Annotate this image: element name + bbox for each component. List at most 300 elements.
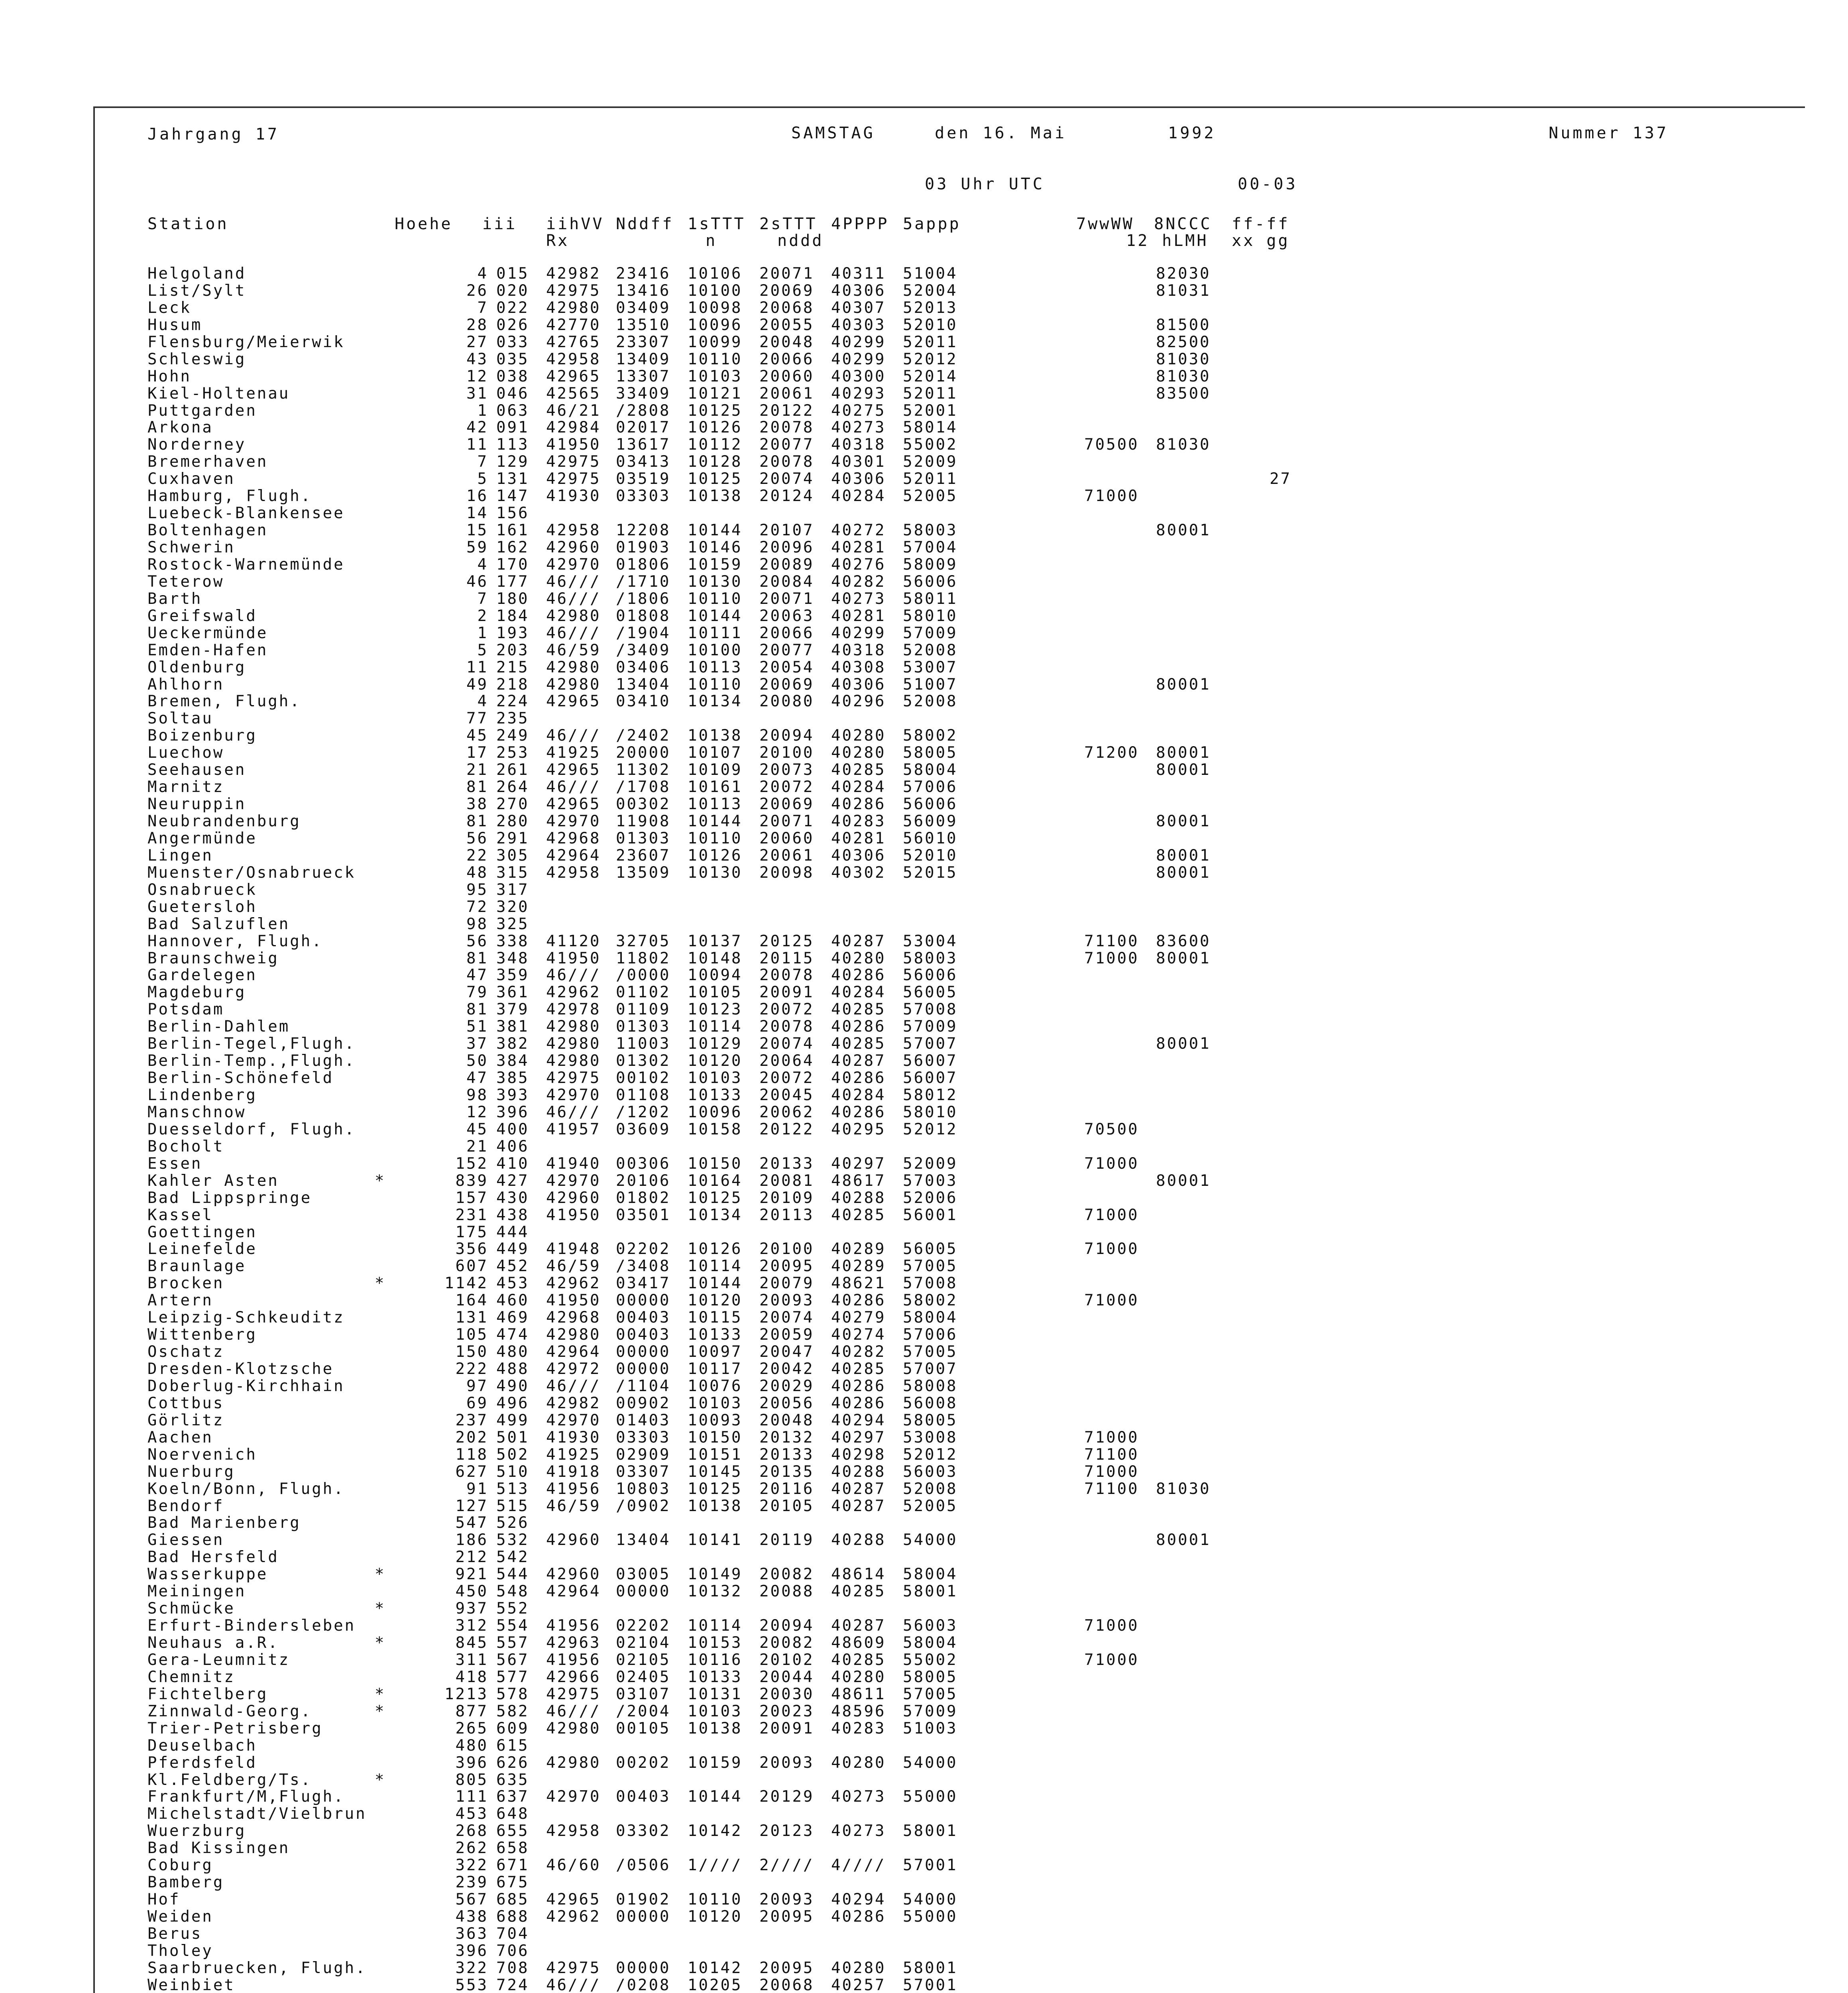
station-id: 704 xyxy=(496,1924,529,1943)
group-nddff: 00403 xyxy=(616,1309,671,1327)
group-iihvv: 46/21 xyxy=(546,401,601,420)
station-id: 129 xyxy=(496,453,529,471)
mountain-marker: * xyxy=(375,1771,386,1789)
group-1sttt: 10110 xyxy=(688,590,743,608)
group-4pppp: 40280 xyxy=(831,949,886,967)
group-5appp: 56009 xyxy=(903,812,958,830)
group-nddff: 02017 xyxy=(616,419,671,437)
group-nddff: 01303 xyxy=(616,829,671,847)
group-nddff: 11908 xyxy=(616,812,671,830)
station-id: 688 xyxy=(496,1908,529,1926)
group-5appp: 52001 xyxy=(903,401,958,420)
station-name: Chemnitz xyxy=(147,1668,235,1686)
station-height: 627 xyxy=(455,1462,488,1481)
group-nddff: 02909 xyxy=(616,1445,671,1464)
group-1sttt: 10096 xyxy=(688,1103,743,1121)
station-height: 1142 xyxy=(444,1274,488,1293)
group-iihvv: 42978 xyxy=(546,1000,601,1019)
station-height: 46 xyxy=(466,572,488,591)
group-8nccc: 81500 xyxy=(1156,316,1211,334)
station-height: 37 xyxy=(466,1035,488,1053)
group-2sttt: 20105 xyxy=(759,1497,814,1515)
station-name: Teterow xyxy=(147,572,224,591)
group-nddff: 01902 xyxy=(616,1891,671,1909)
group-iihvv: 42963 xyxy=(546,1634,601,1652)
station-id: 452 xyxy=(496,1257,529,1276)
group-1sttt: 10159 xyxy=(688,555,743,574)
station-id: 557 xyxy=(496,1634,529,1652)
group-2sttt: 20060 xyxy=(759,829,814,847)
group-nddff: 03417 xyxy=(616,1274,671,1293)
group-iihvv: 42565 xyxy=(546,384,601,403)
group-5appp: 57005 xyxy=(903,1257,958,1276)
station-id: 449 xyxy=(496,1240,529,1258)
group-4pppp: 40281 xyxy=(831,829,886,847)
station-name: Trier-Petrisberg xyxy=(147,1719,323,1737)
group-2sttt: 20091 xyxy=(759,983,814,1002)
group-iihvv: 42975 xyxy=(546,1685,601,1703)
station-height: 98 xyxy=(466,1086,488,1104)
group-iihvv: 42980 xyxy=(546,1326,601,1344)
station-height: 268 xyxy=(455,1822,488,1840)
group-5appp: 55000 xyxy=(903,1908,958,1926)
station-name: List/Sylt xyxy=(147,281,246,300)
group-iihvv: 42970 xyxy=(546,1788,601,1806)
group-iihvv: 42970 xyxy=(546,1086,601,1104)
group-5appp: 57009 xyxy=(903,1018,958,1036)
group-iihvv: 42958 xyxy=(546,1822,601,1840)
station-name: Brocken xyxy=(147,1274,224,1293)
group-nddff: 13617 xyxy=(616,436,671,454)
station-id: 385 xyxy=(496,1069,529,1087)
group-5appp: 57008 xyxy=(903,1000,958,1019)
group-5appp: 52014 xyxy=(903,367,958,385)
group-1sttt: 10133 xyxy=(688,1086,743,1104)
group-nddff: 00306 xyxy=(616,1154,671,1173)
station-height: 45 xyxy=(466,727,488,745)
station-height: 79 xyxy=(466,983,488,1002)
group-2sttt: 20061 xyxy=(759,846,814,865)
station-height: 222 xyxy=(455,1360,488,1378)
station-name: Rostock-Warnemünde xyxy=(147,555,345,574)
group-nddff: 00302 xyxy=(616,795,671,814)
group-4pppp: 40294 xyxy=(831,1411,886,1429)
group-iihvv: 42960 xyxy=(546,1189,601,1207)
station-height: 4 xyxy=(477,555,488,574)
group-2sttt: 20056 xyxy=(759,1394,814,1412)
group-8nccc: 81030 xyxy=(1156,350,1211,368)
group-iihvv: 42958 xyxy=(546,350,601,368)
group-7wwww: 71100 xyxy=(1084,1480,1139,1498)
station-height: 396 xyxy=(455,1942,488,1960)
station-height: 1213 xyxy=(444,1685,488,1703)
station-name: Wuerzburg xyxy=(147,1822,246,1840)
group-5appp: 52012 xyxy=(903,350,958,368)
station-height: 81 xyxy=(466,1000,488,1019)
station-height: 4 xyxy=(477,692,488,711)
group-5appp: 52011 xyxy=(903,470,958,488)
group-1sttt: 10142 xyxy=(688,1959,743,1977)
station-height: 5 xyxy=(477,470,488,488)
station-name: Bamberg xyxy=(147,1873,224,1892)
station-id: 567 xyxy=(496,1651,529,1669)
station-height: 127 xyxy=(455,1497,488,1515)
group-4pppp: 40285 xyxy=(831,1360,886,1378)
station-name: Cuxhaven xyxy=(147,470,235,488)
group-4pppp: 40287 xyxy=(831,1480,886,1498)
station-id: 526 xyxy=(496,1514,529,1532)
station-height: 805 xyxy=(455,1771,488,1789)
station-id: 348 xyxy=(496,949,529,967)
station-id: 253 xyxy=(496,744,529,762)
group-nddff: 03303 xyxy=(616,487,671,505)
group-2sttt: 20060 xyxy=(759,367,814,385)
group-nddff: 13416 xyxy=(616,281,671,300)
group-iihvv: 42980 xyxy=(546,675,601,694)
group-1sttt: 10128 xyxy=(688,453,743,471)
group-1sttt: 10126 xyxy=(688,1240,743,1258)
group-7wwww: 71100 xyxy=(1084,932,1139,950)
group-1sttt: 10153 xyxy=(688,1634,743,1652)
station-height: 11 xyxy=(466,436,488,454)
group-nddff: 00403 xyxy=(616,1788,671,1806)
group-4pppp: 40285 xyxy=(831,1000,886,1019)
station-id: 156 xyxy=(496,504,529,523)
station-id: 015 xyxy=(496,265,529,283)
group-4pppp: 40318 xyxy=(831,641,886,659)
group-1sttt: 10138 xyxy=(688,487,743,505)
group-nddff: 00000 xyxy=(616,1908,671,1926)
group-nddff: /1708 xyxy=(616,778,671,796)
station-name: Artern xyxy=(147,1291,213,1310)
group-nddff: /0208 xyxy=(616,1976,671,1993)
group-1sttt: 10125 xyxy=(688,1189,743,1207)
header-4pppp: 4PPPP xyxy=(831,215,889,233)
station-name: Doberlug-Kirchhain xyxy=(147,1377,345,1395)
group-4pppp: 40281 xyxy=(831,607,886,625)
group-4pppp: 40306 xyxy=(831,675,886,694)
group-nddff: /0902 xyxy=(616,1497,671,1515)
station-id: 131 xyxy=(496,470,529,488)
group-2sttt: 20068 xyxy=(759,1976,814,1993)
group-8nccc: 80001 xyxy=(1156,744,1211,762)
station-id: 224 xyxy=(496,692,529,711)
station-height: 453 xyxy=(455,1805,488,1823)
station-name: Manschnow xyxy=(147,1103,246,1121)
group-5appp: 52012 xyxy=(903,1120,958,1138)
group-1sttt: 10117 xyxy=(688,1360,743,1378)
group-7wwww: 71000 xyxy=(1084,1462,1139,1481)
station-height: 1 xyxy=(477,401,488,420)
group-1sttt: 10125 xyxy=(688,1480,743,1498)
station-id: 671 xyxy=(496,1856,529,1875)
group-iihvv: 46/// xyxy=(546,572,601,591)
group-nddff: 01109 xyxy=(616,1000,671,1019)
group-iihvv: 42975 xyxy=(546,453,601,471)
group-5appp: 52011 xyxy=(903,333,958,351)
station-id: 724 xyxy=(496,1976,529,1993)
group-iihvv: 46/// xyxy=(546,778,601,796)
group-1sttt: 10105 xyxy=(688,983,743,1002)
group-nddff: 02405 xyxy=(616,1668,671,1686)
station-height: 164 xyxy=(455,1291,488,1310)
station-name: Neuhaus a.R. xyxy=(147,1634,279,1652)
group-4pppp: 40286 xyxy=(831,966,886,985)
group-4pppp: 40274 xyxy=(831,1326,886,1344)
group-nddff: 11802 xyxy=(616,949,671,967)
station-name: Bendorf xyxy=(147,1497,224,1515)
group-1sttt: 10151 xyxy=(688,1445,743,1464)
group-iihvv: 42975 xyxy=(546,1069,601,1087)
station-id: 635 xyxy=(496,1771,529,1789)
station-height: 131 xyxy=(455,1309,488,1327)
group-nddff: 00000 xyxy=(616,1959,671,1977)
group-5appp: 57009 xyxy=(903,624,958,642)
group-ff-ff: 27 xyxy=(1270,470,1292,488)
group-2sttt: 20069 xyxy=(759,795,814,814)
group-8nccc: 80001 xyxy=(1156,949,1211,967)
group-iihvv: 42980 xyxy=(546,658,601,676)
station-id: 532 xyxy=(496,1531,529,1549)
station-name: Neubrandenburg xyxy=(147,812,301,830)
station-height: 7 xyxy=(477,299,488,317)
group-5appp: 52006 xyxy=(903,1189,958,1207)
station-name: Berus xyxy=(147,1924,202,1943)
station-height: 97 xyxy=(466,1377,488,1395)
group-5appp: 56005 xyxy=(903,1240,958,1258)
group-nddff: 00105 xyxy=(616,1719,671,1737)
station-height: 38 xyxy=(466,795,488,814)
station-name: Hannover, Flugh. xyxy=(147,932,323,950)
group-5appp: 55002 xyxy=(903,436,958,454)
station-name: Dresden-Klotzsche xyxy=(147,1360,334,1378)
station-height: 12 xyxy=(466,367,488,385)
group-iihvv: 42980 xyxy=(546,1719,601,1737)
station-name: Nuerburg xyxy=(147,1462,235,1481)
group-4pppp: 40295 xyxy=(831,1120,886,1138)
group-1sttt: 10137 xyxy=(688,932,743,950)
station-id: 384 xyxy=(496,1052,529,1070)
station-name: Husum xyxy=(147,316,202,334)
group-4pppp: 40287 xyxy=(831,1052,886,1070)
station-height: 21 xyxy=(466,761,488,779)
station-name: Kl.Feldberg/Ts. xyxy=(147,1771,312,1789)
station-height: 22 xyxy=(466,846,488,865)
group-2sttt: 20115 xyxy=(759,949,814,967)
group-2sttt: 20133 xyxy=(759,1445,814,1464)
group-iihvv: 42965 xyxy=(546,367,601,385)
group-2sttt: 20133 xyxy=(759,1154,814,1173)
group-5appp: 56001 xyxy=(903,1206,958,1224)
group-nddff: 00000 xyxy=(616,1582,671,1601)
group-5appp: 58003 xyxy=(903,521,958,540)
group-4pppp: 40280 xyxy=(831,1959,886,1977)
station-height: 56 xyxy=(466,932,488,950)
station-name: Neuruppin xyxy=(147,795,246,814)
group-4pppp: 40276 xyxy=(831,555,886,574)
group-2sttt: 20023 xyxy=(759,1702,814,1720)
group-2sttt: 20055 xyxy=(759,316,814,334)
group-nddff: 11302 xyxy=(616,761,671,779)
group-nddff: 02202 xyxy=(616,1617,671,1635)
station-height: 95 xyxy=(466,881,488,899)
group-4pppp: 40289 xyxy=(831,1257,886,1276)
group-nddff: 01302 xyxy=(616,1052,671,1070)
group-5appp: 56008 xyxy=(903,1394,958,1412)
station-height: 553 xyxy=(455,1976,488,1993)
group-nddff: 03307 xyxy=(616,1462,671,1481)
group-nddff: 03302 xyxy=(616,1822,671,1840)
group-1sttt: 10109 xyxy=(688,761,743,779)
station-height: 567 xyxy=(455,1891,488,1909)
group-iihvv: 41956 xyxy=(546,1480,601,1498)
group-1sttt: 10205 xyxy=(688,1976,743,1993)
group-2sttt: 20074 xyxy=(759,1035,814,1053)
station-id: 113 xyxy=(496,436,529,454)
group-nddff: /2004 xyxy=(616,1702,671,1720)
station-height: 7 xyxy=(477,590,488,608)
group-2sttt: 20066 xyxy=(759,624,814,642)
station-height: 21 xyxy=(466,1137,488,1156)
group-8nccc: 80001 xyxy=(1156,863,1211,882)
group-1sttt: 10103 xyxy=(688,1702,743,1720)
group-1sttt: 10158 xyxy=(688,1120,743,1138)
group-5appp: 57001 xyxy=(903,1976,958,1993)
station-name: Berlin-Dahlem xyxy=(147,1018,290,1036)
station-id: 655 xyxy=(496,1822,529,1840)
group-1sttt: 10110 xyxy=(688,1891,743,1909)
station-height: 438 xyxy=(455,1908,488,1926)
station-id: 381 xyxy=(496,1018,529,1036)
group-2sttt: 20073 xyxy=(759,761,814,779)
group-1sttt: 10114 xyxy=(688,1257,743,1276)
group-iihvv: 46/// xyxy=(546,1702,601,1720)
group-5appp: 57003 xyxy=(903,1171,958,1190)
group-7wwww: 71000 xyxy=(1084,1428,1139,1447)
station-name: Luechow xyxy=(147,744,224,762)
group-2sttt: 20072 xyxy=(759,778,814,796)
station-height: 31 xyxy=(466,384,488,403)
group-1sttt: 10138 xyxy=(688,1719,743,1737)
group-4pppp: 40281 xyxy=(831,539,886,556)
station-id: 035 xyxy=(496,350,529,368)
group-iihvv: 41956 xyxy=(546,1651,601,1669)
group-1sttt: 10100 xyxy=(688,641,743,659)
station-name: Essen xyxy=(147,1154,202,1173)
header-12: 12 xyxy=(1126,232,1150,250)
group-7wwww: 71000 xyxy=(1084,1206,1139,1224)
station-name: Osnabrueck xyxy=(147,881,257,899)
station-name: Tholey xyxy=(147,1942,213,1960)
group-nddff: /1202 xyxy=(616,1103,671,1121)
group-1sttt: 10144 xyxy=(688,812,743,830)
group-1sttt: 10132 xyxy=(688,1582,743,1601)
station-height: 72 xyxy=(466,898,488,916)
group-1sttt: 10133 xyxy=(688,1668,743,1686)
group-4pppp: 4//// xyxy=(831,1856,886,1875)
group-2sttt: 20045 xyxy=(759,1086,814,1104)
station-name: Saarbruecken, Flugh. xyxy=(147,1959,367,1977)
group-1sttt: 10129 xyxy=(688,1035,743,1053)
group-5appp: 52005 xyxy=(903,487,958,505)
station-height: 418 xyxy=(455,1668,488,1686)
group-iihvv: 42975 xyxy=(546,1959,601,1977)
station-name: Berlin-Temp.,Flugh. xyxy=(147,1052,356,1070)
group-iihvv: 42980 xyxy=(546,299,601,317)
group-5appp: 57006 xyxy=(903,778,958,796)
group-4pppp: 40288 xyxy=(831,1462,886,1481)
group-1sttt: 10144 xyxy=(688,521,743,540)
station-height: 480 xyxy=(455,1736,488,1755)
station-height: 937 xyxy=(455,1600,488,1618)
group-5appp: 52015 xyxy=(903,863,958,882)
station-name: Leck xyxy=(147,299,191,317)
group-2sttt: 20044 xyxy=(759,1668,814,1686)
group-2sttt: 20081 xyxy=(759,1171,814,1190)
station-name: Meiningen xyxy=(147,1582,246,1601)
group-4pppp: 40308 xyxy=(831,658,886,676)
station-id: 379 xyxy=(496,1000,529,1019)
station-height: 152 xyxy=(455,1154,488,1173)
station-name: Lingen xyxy=(147,846,213,865)
station-name: Ahlhorn xyxy=(147,675,224,694)
group-nddff: 23607 xyxy=(616,846,671,865)
group-iihvv: 42962 xyxy=(546,1908,601,1926)
group-2sttt: 20125 xyxy=(759,932,814,950)
station-height: 45 xyxy=(466,1120,488,1138)
group-nddff: /2402 xyxy=(616,727,671,745)
group-7wwww: 71000 xyxy=(1084,1291,1139,1310)
group-5appp: 56006 xyxy=(903,966,958,985)
group-iihvv: 42960 xyxy=(546,1565,601,1584)
group-4pppp: 40293 xyxy=(831,384,886,403)
group-nddff: 12208 xyxy=(616,521,671,540)
group-2sttt: 20079 xyxy=(759,1274,814,1293)
station-name: Lindenberg xyxy=(147,1086,257,1104)
station-height: 91 xyxy=(466,1480,488,1498)
group-2sttt: 20082 xyxy=(759,1634,814,1652)
station-id: 325 xyxy=(496,915,529,933)
group-2sttt: 20119 xyxy=(759,1531,814,1549)
station-id: 609 xyxy=(496,1719,529,1737)
station-id: 020 xyxy=(496,281,529,300)
station-id: 488 xyxy=(496,1360,529,1378)
station-name: Schleswig xyxy=(147,350,246,368)
group-5appp: 58001 xyxy=(903,1822,958,1840)
group-4pppp: 40289 xyxy=(831,1240,886,1258)
group-iihvv: 41918 xyxy=(546,1462,601,1481)
group-5appp: 52012 xyxy=(903,1445,958,1464)
group-4pppp: 40280 xyxy=(831,1753,886,1772)
station-id: 577 xyxy=(496,1668,529,1686)
group-nddff: 13509 xyxy=(616,863,671,882)
station-id: 203 xyxy=(496,641,529,659)
group-1sttt: 10110 xyxy=(688,829,743,847)
station-name: Luebeck-Blankensee xyxy=(147,504,345,523)
station-height: 11 xyxy=(466,658,488,676)
station-id: 359 xyxy=(496,966,529,985)
group-nddff: 00000 xyxy=(616,1360,671,1378)
group-4pppp: 40282 xyxy=(831,1343,886,1361)
group-2sttt: 20063 xyxy=(759,607,814,625)
station-name: Erfurt-Bindersleben xyxy=(147,1617,356,1635)
station-height: 4 xyxy=(477,265,488,283)
station-id: 180 xyxy=(496,590,529,608)
group-7wwww: 71000 xyxy=(1084,1617,1139,1635)
group-nddff: 03107 xyxy=(616,1685,671,1703)
group-iihvv: 41930 xyxy=(546,1428,601,1447)
station-name: Ueckermünde xyxy=(147,624,268,642)
